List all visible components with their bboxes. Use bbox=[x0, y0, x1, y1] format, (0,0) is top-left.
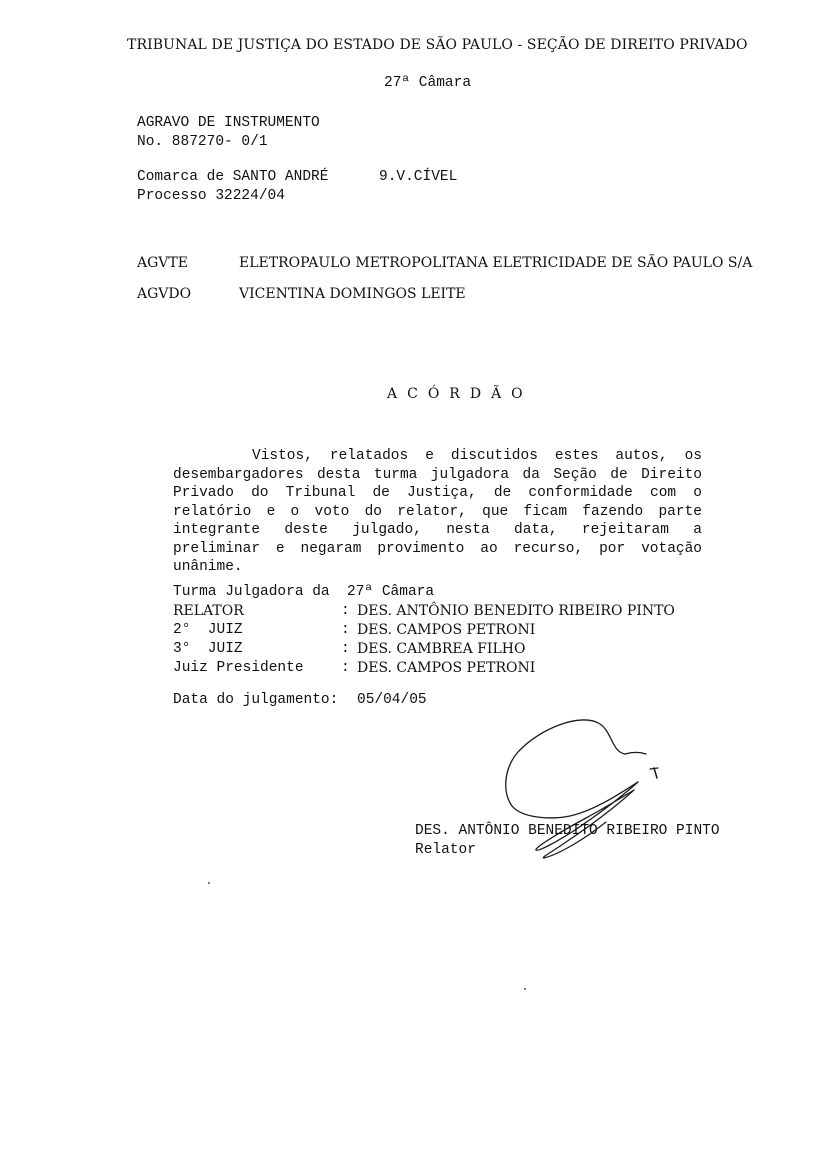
panel-judge-2nd: DES. CAMPOS PETRONI bbox=[357, 622, 536, 638]
scan-speck bbox=[524, 988, 526, 990]
panel-title: Turma Julgadora da 27ª Câmara bbox=[173, 584, 435, 600]
handwritten-signature bbox=[500, 712, 670, 882]
document-heading: ACÓRDÃO bbox=[387, 386, 533, 402]
panel-role-president: Juiz Presidente bbox=[173, 660, 304, 676]
panel-colon: : bbox=[341, 641, 350, 657]
process-number: Processo 32224/04 bbox=[137, 188, 285, 204]
panel-colon: : bbox=[341, 622, 350, 638]
panel-role-2nd-judge: 2° JUIZ bbox=[173, 622, 243, 638]
case-number: No. 887270- 0/1 bbox=[137, 134, 268, 150]
signatory-name: DES. ANTÔNIO BENEDITO RIBEIRO PINTO bbox=[415, 823, 720, 839]
party-name-agvdo: VICENTINA DOMINGOS LEITE bbox=[239, 286, 466, 302]
party-role-agvdo: AGVDO bbox=[137, 286, 192, 302]
scan-speck bbox=[208, 882, 210, 884]
panel-colon: : bbox=[341, 660, 350, 676]
vara-label: 9.V.CÍVEL bbox=[379, 169, 458, 185]
case-type: AGRAVO DE INSTRUMENTO bbox=[137, 115, 320, 131]
party-name-agvte: ELETROPAULO METROPOLITANA ELETRICIDADE DE SÃO PAULO S/A bbox=[239, 255, 753, 271]
chamber-label: 27ª Câmara bbox=[384, 75, 472, 91]
panel-role-relator: RELATOR bbox=[173, 603, 244, 619]
judgment-date: 05/04/05 bbox=[357, 692, 427, 708]
panel-judge-3rd: DES. CAMBREA FILHO bbox=[357, 641, 526, 657]
judgment-date-label: Data do julgamento: bbox=[173, 692, 339, 708]
decision-paragraph: Vistos, relatados e discutidos estes autos, os desembargadores desta turma julgadora da Seção de Direito Privado do Tribunal de Justiça, de conformidade com o relatório e o voto do relator, que ficam fazendo parte integrante deste julgado, nesta data, rejeitaram a preliminar e negaram provimento ao recurso, por votação unânime. bbox=[173, 448, 702, 575]
signatory-title: Relator bbox=[415, 842, 476, 858]
panel-colon: : bbox=[341, 603, 350, 619]
party-role-agvte: AGVTE bbox=[137, 255, 188, 271]
court-header: TRIBUNAL DE JUSTIÇA DO ESTADO DE SÃO PAULO - SEÇÃO DE DIREITO PRIVADO bbox=[127, 37, 748, 53]
district-label: Comarca de SANTO ANDRÉ bbox=[137, 169, 329, 185]
panel-role-3rd-judge: 3° JUIZ bbox=[173, 641, 243, 657]
panel-judge-president: DES. CAMPOS PETRONI bbox=[357, 660, 536, 676]
panel-judge-relator: DES. ANTÔNIO BENEDITO RIBEIRO PINTO bbox=[357, 603, 675, 619]
